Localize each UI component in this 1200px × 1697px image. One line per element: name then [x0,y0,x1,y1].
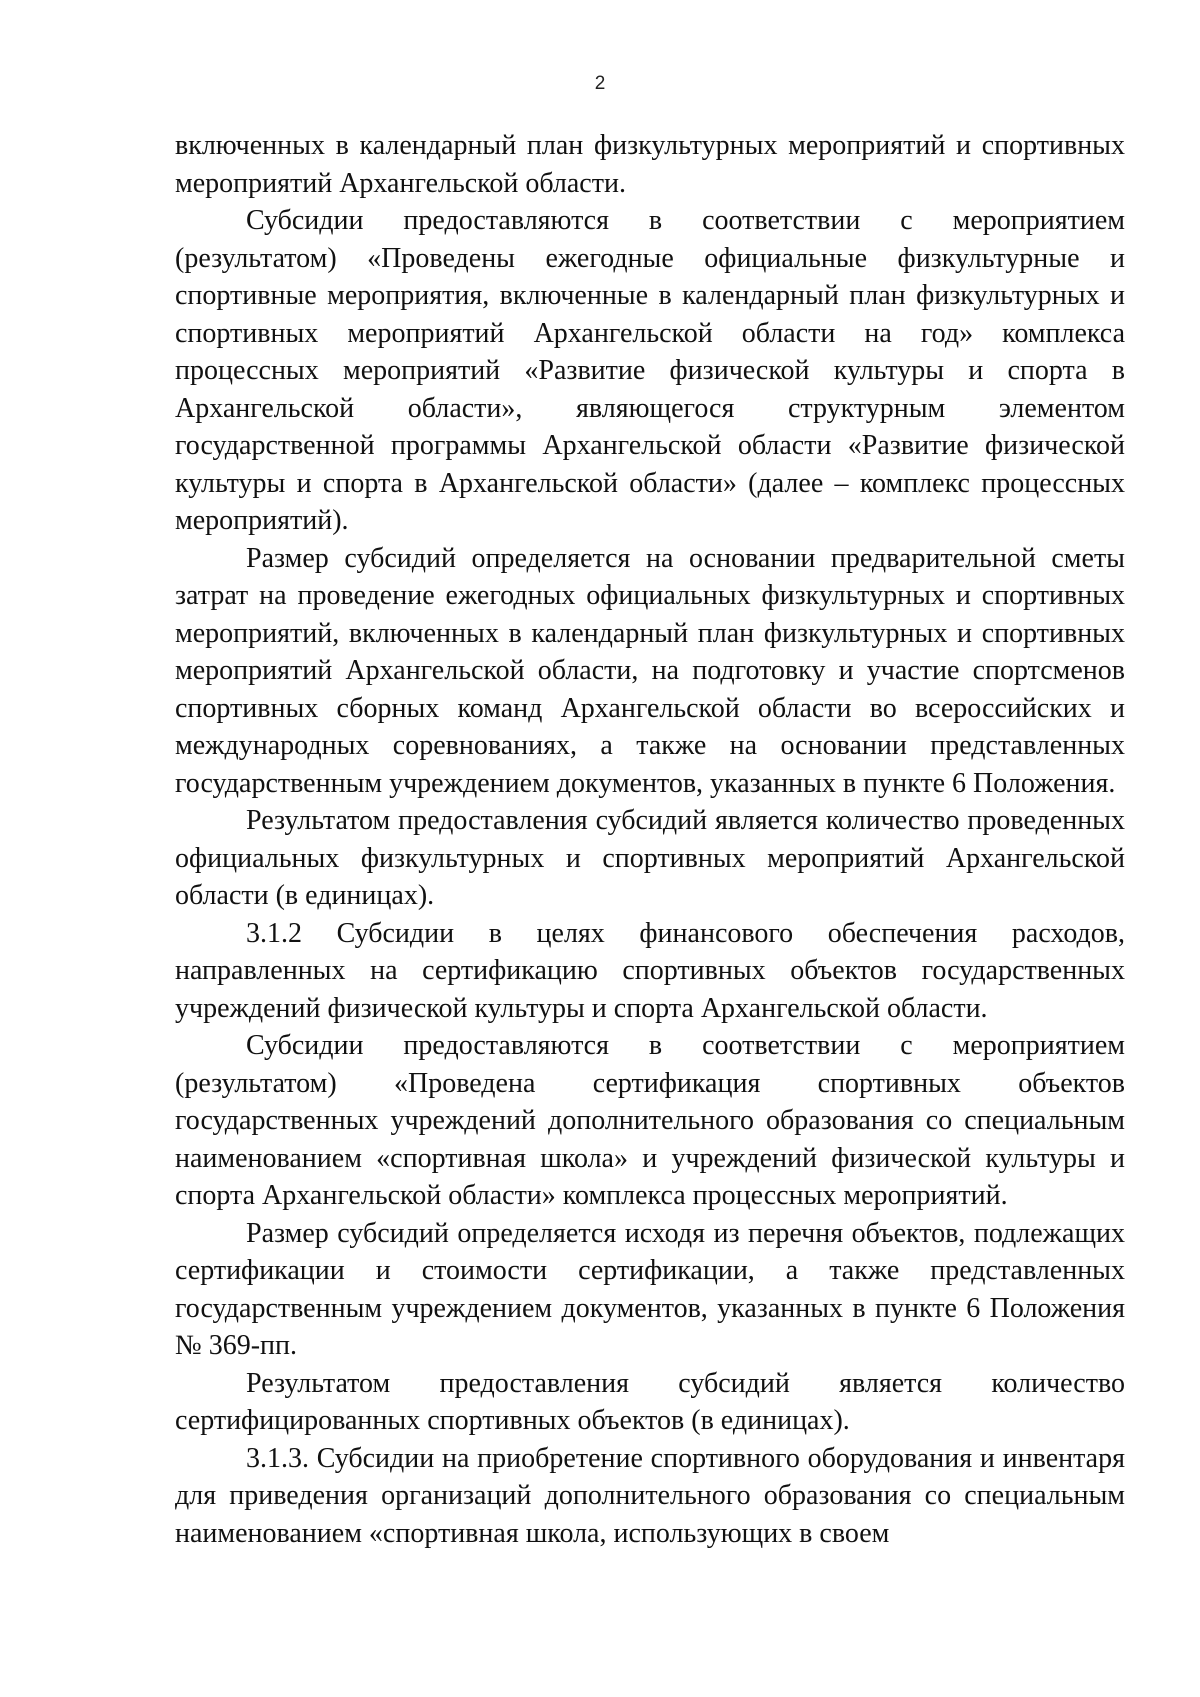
paragraph-clause-3-1-2: 3.1.2 Субсидии в целях финансового обеспечения расходов, направленных на сертификацию спортивных объектов государственных учреждений физической культуры и спорта Архангельской области. [175,917,1125,1024]
paragraph-subsidy-provision: Субсидии предоставляются в соответствии с мероприятием (результатом) «Проведены ежегодные официальные физкультурные и спортивные мероприятия, включенные в календарный план физкультурных и спортивных мероприятий Архангельской области на год» комплекса процессных мероприятий «Развитие физической культуры и спорта в Архангельской области», являющегося структурным элементом государственной программы Архангельской области «Развитие физической культуры и спорта в Архангельской области» (далее – комплекс процессных мероприятий). [175,205,1125,536]
paragraph-subsidy-size: Размер субсидий определяется на основании предварительной сметы затрат на проведение ежегодных официальных физкультурных и спортивных мероприятий, включенных в календарный план физкультурных и спортивных мероприятий Архангельской области, на подготовку и участие спортсменов спортивных сборных команд Архангельской области во всероссийских и международных соревнованиях, а также на основании представленных государственным учреждением документов, указанных в пункте 6 Положения. [175,542,1125,799]
paragraph-clause-3-1-3: 3.1.3. Субсидии на приобретение спортивного оборудования и инвентаря для приведения организаций дополнительного образования со специальным наименованием «спортивная школа, использующих в своем [175,1442,1125,1549]
paragraph-certification-result: Результатом предоставления субсидий является количество сертифицированных спортивных объектов (в единицах). [175,1367,1125,1436]
document-body [175,127,1125,1552]
paragraph-continuation: включенных в календарный план физкультурных мероприятий и спортивных мероприятий Архангельской области. [175,130,1125,199]
page-number: 2 [594,73,606,94]
paragraph-subsidy-result: Результатом предоставления субсидий является количество проведенных официальных физкультурных и спортивных мероприятий Архангельской области (в единицах). [175,805,1125,911]
paragraph-certification-size: Размер субсидий определяется исходя из перечня объектов, подлежащих сертификации и стоимости сертификации, а также представленных государственным учреждением документов, указанных в пункте 6 Положения № 369-пп. [175,1217,1125,1361]
paragraph-certification-provision: Субсидии предоставляются в соответствии с мероприятием (результатом) «Проведена сертификация спортивных объектов государственных учреждений дополнительного образования со специальным наименованием «спортивная школа» и учреждений физической культуры и спорта Архангельской области» комплекса процессных мероприятий. [175,1030,1125,1211]
